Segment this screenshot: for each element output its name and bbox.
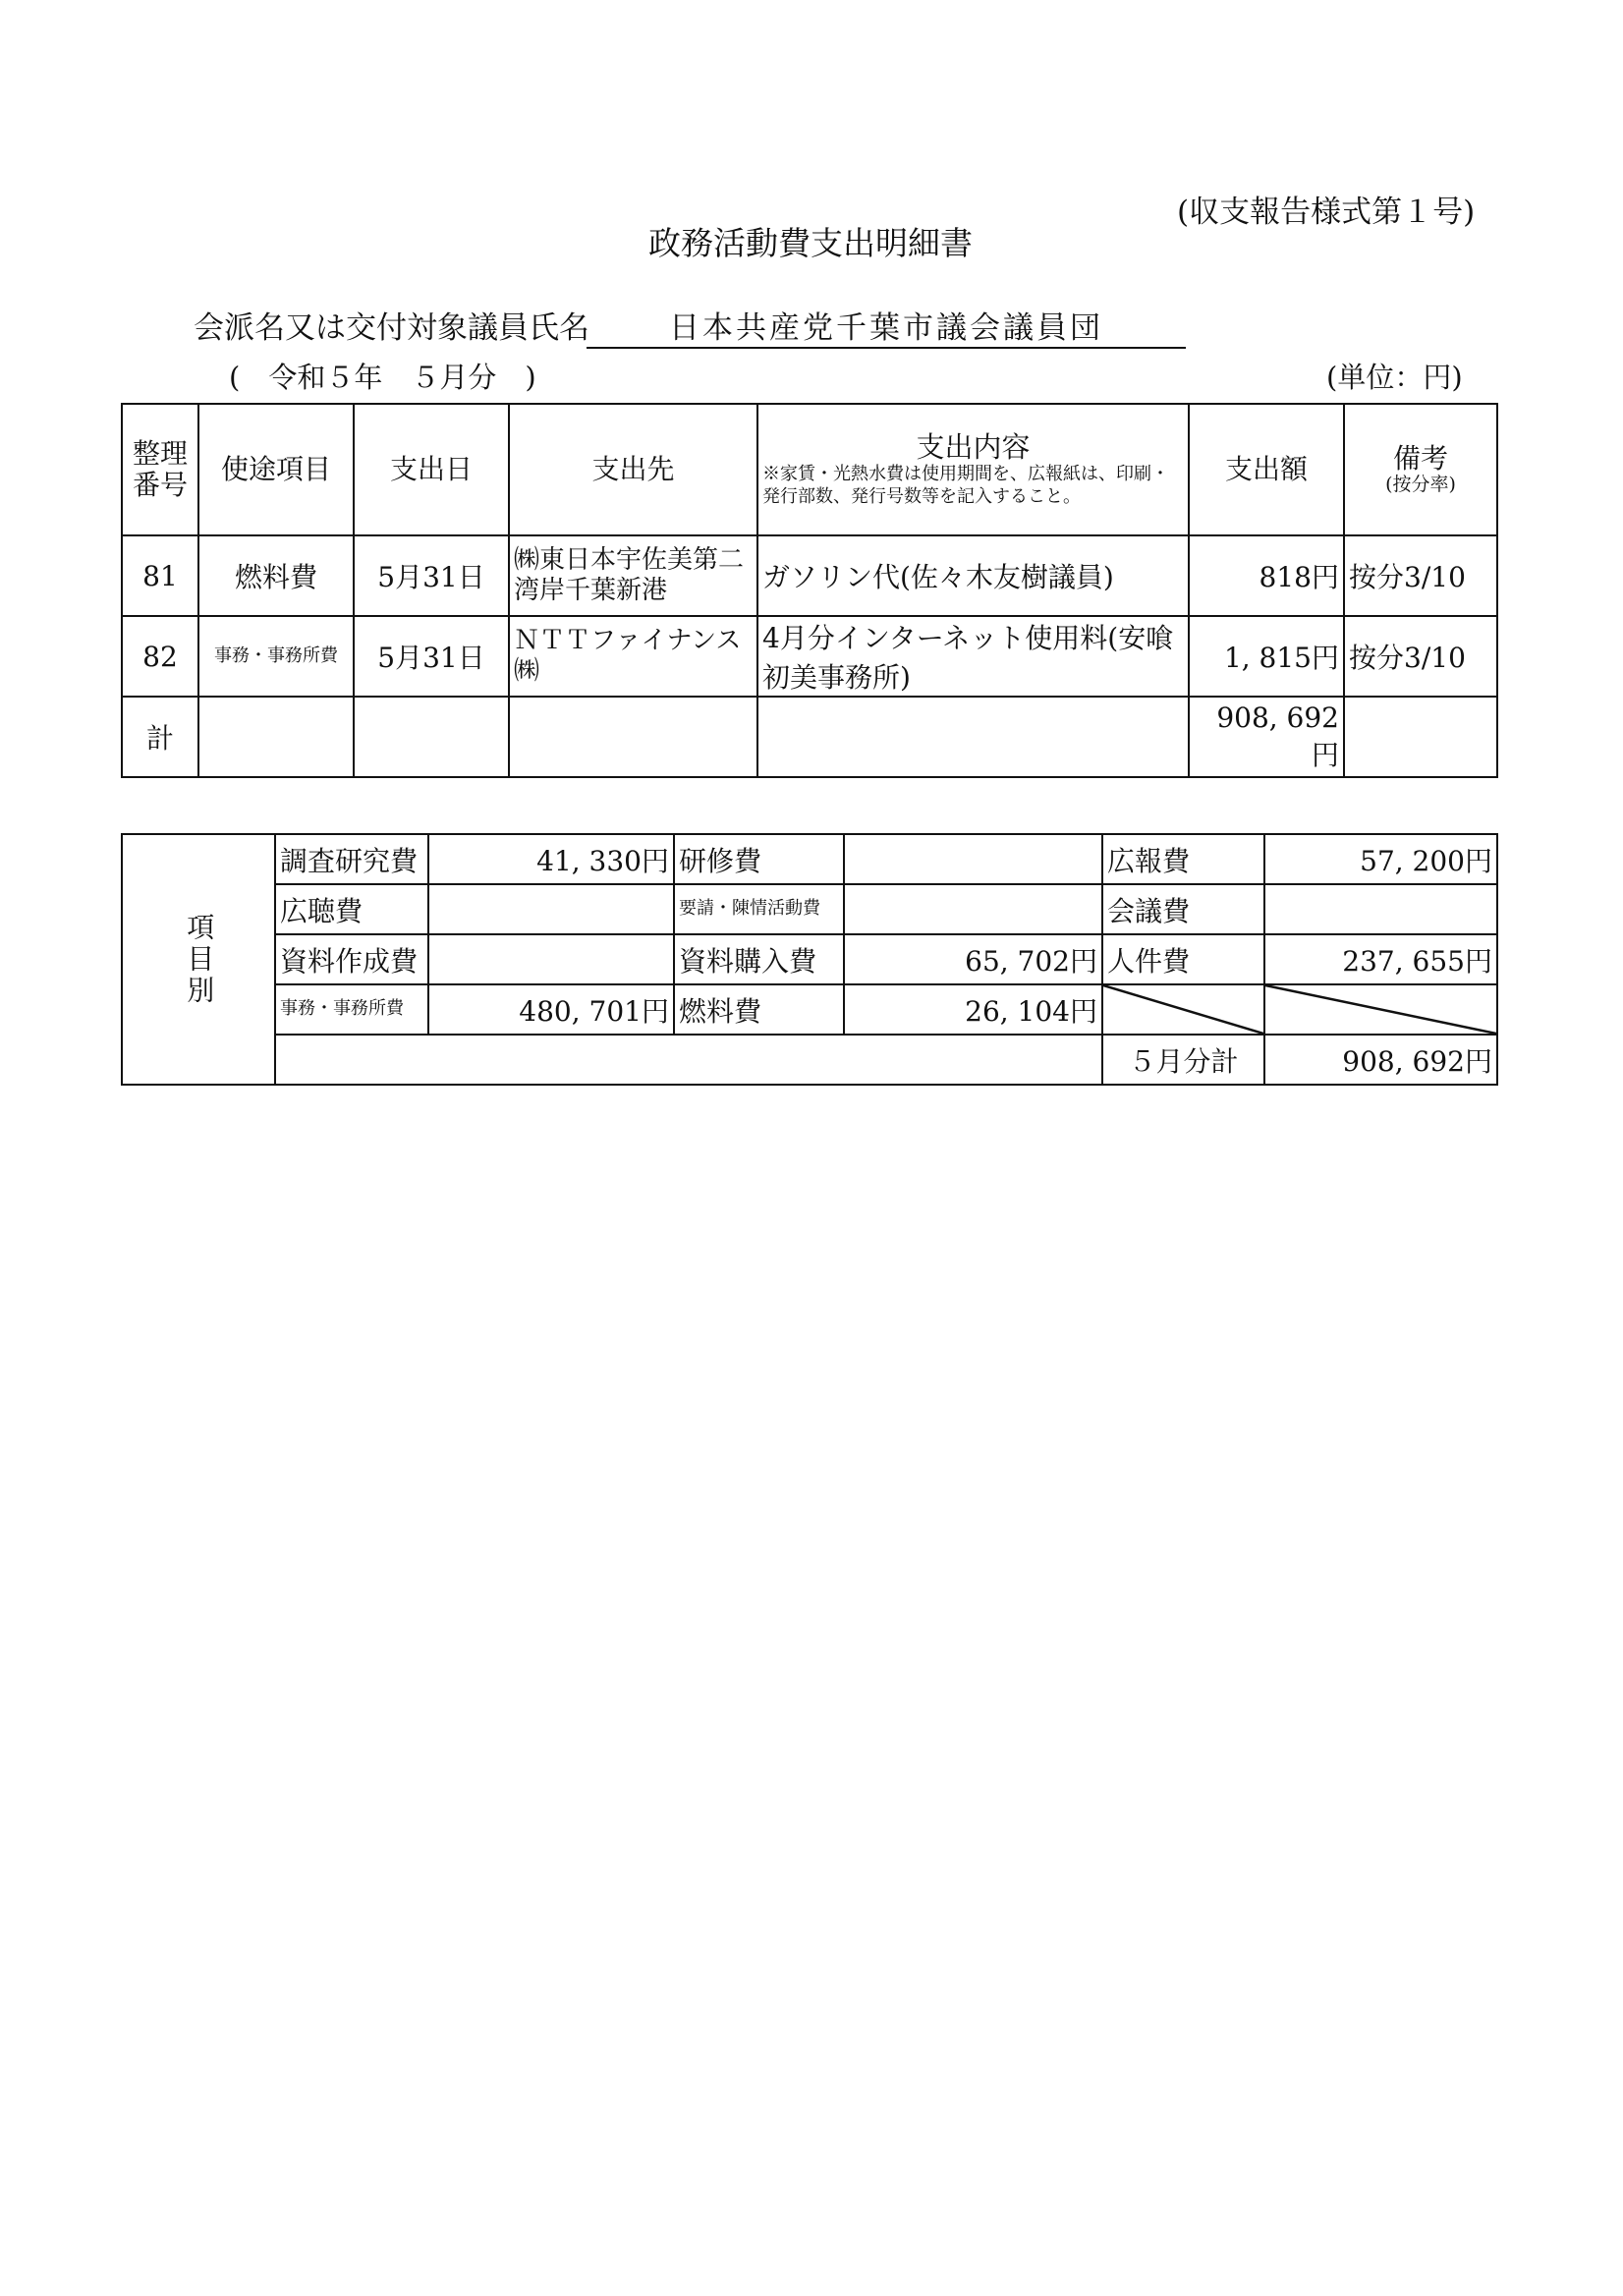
hearing-label: 広聴費: [275, 884, 428, 934]
materials-creation-label: 資料作成費: [275, 934, 428, 984]
total-empty-payee: [509, 697, 757, 777]
personnel-label: 人件費: [1102, 934, 1264, 984]
materials-creation-amount: [428, 934, 674, 984]
office-amount: 480, 701円: [428, 984, 674, 1035]
training-amount: [844, 834, 1102, 884]
group-row: [194, 303, 1188, 344]
row-amount: 1, 815円: [1189, 616, 1344, 697]
header-description-title: 支出内容: [916, 429, 1031, 464]
summary-table: [121, 833, 1498, 1086]
materials-purchase-label: 資料購入費: [674, 934, 844, 984]
header-no: 整理番号: [122, 404, 198, 535]
summary-row: [122, 934, 1497, 984]
total-empty-remarks: [1344, 697, 1497, 777]
row-payee: ㈱東日本宇佐美第二湾岸千葉新港: [509, 535, 757, 616]
total-empty-category: [198, 697, 354, 777]
table-row: [122, 535, 1497, 616]
group-name: 日本共産党千葉市議会議員団: [587, 303, 1186, 349]
office-label: 事務・事務所費: [275, 984, 428, 1035]
unit-label: (単位：円): [1326, 361, 1463, 394]
header-remarks-sub: (按分率): [1385, 474, 1456, 496]
header-date: 支出日: [354, 404, 509, 535]
header-row: [122, 404, 1497, 535]
total-amount: 908, 692円: [1189, 697, 1344, 777]
pr-amount: 57, 200円: [1264, 834, 1497, 884]
row-remarks: 按分3/10: [1344, 535, 1497, 616]
row-no: 81: [122, 535, 198, 616]
summary-blank: [275, 1035, 1102, 1085]
meeting-label: 会議費: [1102, 884, 1264, 934]
header-remarks: [1344, 404, 1497, 535]
meeting-amount: [1264, 884, 1497, 934]
group-label: 会派名又は交付対象議員氏名: [194, 310, 589, 346]
summary-row: [122, 884, 1497, 934]
month-total-label: ５月分計: [1102, 1035, 1264, 1085]
period: ( 令和５年 ５月分 ): [229, 361, 536, 394]
diagonal-blank-amount: [1264, 984, 1497, 1035]
research-amount: 41, 330円: [428, 834, 674, 884]
expense-table: [121, 403, 1498, 778]
summary-row: [122, 984, 1497, 1035]
row-remarks: 按分3/10: [1344, 616, 1497, 697]
header-payee: 支出先: [509, 404, 757, 535]
header-description-note: ※家賃・光熱水費は使用期間を、広報紙は、印刷・発行部数、発行号数等を記入すること。: [762, 464, 1169, 507]
header-amount: 支出額: [1189, 404, 1344, 535]
diagonal-blank-label: [1102, 984, 1264, 1035]
month-total-amount: 908, 692円: [1264, 1035, 1497, 1085]
hearing-amount: [428, 884, 674, 934]
research-label: 調査研究費: [275, 834, 428, 884]
summary-total-row: [122, 1035, 1497, 1085]
summary-side-label: 項目別: [122, 834, 275, 1085]
header-remarks-title: 備考: [1392, 441, 1448, 475]
personnel-amount: 237, 655円: [1264, 934, 1497, 984]
row-description: ガソリン代(佐々木友樹議員): [757, 535, 1189, 616]
fuel-amount: 26, 104円: [844, 984, 1102, 1035]
row-amount: 818円: [1189, 535, 1344, 616]
summary-row: [122, 834, 1497, 884]
pr-label: 広報費: [1102, 834, 1264, 884]
row-category: 燃料費: [198, 535, 354, 616]
petition-amount: [844, 884, 1102, 934]
document-title: 政務活動費支出明細書: [648, 224, 973, 262]
row-description: 4月分インターネット使用料(安喰初美事務所): [757, 616, 1189, 697]
row-date: 5月31日: [354, 535, 509, 616]
header-category: 使途項目: [198, 404, 354, 535]
row-payee: ＮＴＴファイナンス㈱: [509, 616, 757, 697]
header-description: [757, 404, 1189, 535]
form-number: (収支報告様式第１号): [1177, 195, 1476, 230]
total-empty-date: [354, 697, 509, 777]
fuel-label: 燃料費: [674, 984, 844, 1035]
total-empty-description: [757, 697, 1189, 777]
petition-label: 要請・陳情活動費: [674, 884, 844, 934]
materials-purchase-amount: 65, 702円: [844, 934, 1102, 984]
total-row: [122, 697, 1497, 777]
row-date: 5月31日: [354, 616, 509, 697]
total-label: 計: [122, 697, 198, 777]
training-label: 研修費: [674, 834, 844, 884]
row-category: 事務・事務所費: [198, 616, 354, 697]
row-no: 82: [122, 616, 198, 697]
table-row: [122, 616, 1497, 697]
